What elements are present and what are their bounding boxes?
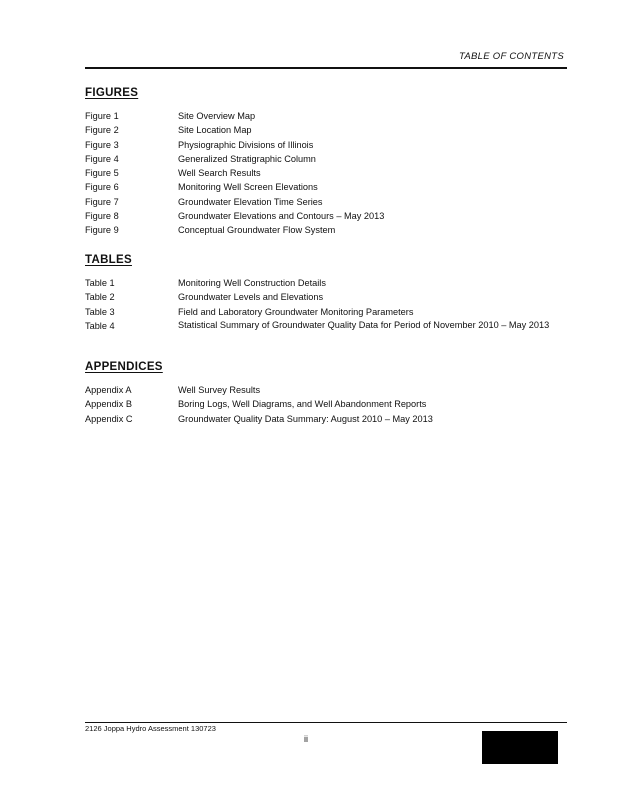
entry-title: Well Search Results [178, 168, 261, 179]
entry-label: Figure 5 [85, 168, 119, 179]
toc-entry[interactable] [85, 412, 555, 426]
toc-entry[interactable] [85, 319, 555, 333]
tables-heading: TABLES [85, 254, 132, 266]
entry-label: Figure 1 [85, 111, 119, 121]
entry-title: Conceptual Groundwater Flow System [178, 225, 336, 236]
entry-label: Appendix A [85, 385, 132, 395]
entry-label: Figure 4 [85, 153, 119, 164]
toc-entry[interactable] [85, 290, 555, 304]
entry-title: Site Location Map [178, 125, 252, 136]
entry-label: Figure 7 [85, 196, 119, 207]
footer-file-reference: 2126 Joppa Hydro Assessment 130723 [85, 724, 216, 733]
redaction-block [482, 731, 558, 764]
toc-entry[interactable] [85, 138, 555, 152]
entry-title: Groundwater Quality Data Summary: August 2010 – May 2013 [178, 413, 433, 424]
page-number: ii [304, 734, 308, 744]
footer-divider [85, 722, 567, 723]
entry-label: Figure 6 [85, 182, 119, 193]
entry-title: Generalized Stratigraphic Column [178, 153, 316, 164]
entry-title: Groundwater Levels and Elevations [178, 292, 324, 303]
toc-entry[interactable] [85, 383, 555, 397]
entry-label: Table 1 [85, 278, 115, 288]
toc-entry[interactable] [85, 223, 555, 237]
page-header-title: TABLE OF CONTENTS [458, 51, 564, 62]
toc-entry[interactable] [85, 195, 555, 209]
toc-entry[interactable] [85, 180, 555, 194]
tables-section [85, 254, 555, 333]
entry-label: Appendix C [85, 413, 133, 424]
entry-label: Table 4 [85, 320, 115, 331]
toc-entry[interactable] [85, 209, 555, 223]
entry-label: Appendix B [85, 399, 132, 410]
toc-entry[interactable] [85, 397, 555, 411]
toc-entry[interactable] [85, 276, 555, 290]
toc-entry[interactable] [85, 123, 555, 137]
entry-title: Physiographic Divisions of Illinois [178, 139, 314, 150]
entry-label: Figure 8 [85, 211, 119, 222]
entry-title: Statistical Summary of Groundwater Quality Data for Period of November 2010 – May 2013 [178, 319, 550, 330]
entry-title: Site Overview Map [178, 111, 256, 121]
toc-entry[interactable] [85, 152, 555, 166]
entry-title: Field and Laboratory Groundwater Monitoring Parameters [178, 306, 414, 317]
entry-label: Table 2 [85, 292, 115, 303]
header-divider [85, 67, 567, 69]
entry-title: Boring Logs, Well Diagrams, and Well Abandonment Reports [178, 399, 427, 410]
figures-heading: FIGURES [85, 87, 139, 99]
toc-entry[interactable] [85, 109, 555, 123]
appendices-heading: APPENDICES [85, 361, 163, 373]
entry-title: Well Survey Results [178, 385, 261, 395]
figures-section [85, 87, 555, 238]
entry-label: Figure 9 [85, 225, 119, 236]
entry-title: Groundwater Elevation Time Series [178, 196, 323, 207]
entry-label: Figure 2 [85, 125, 119, 136]
entry-label: Table 3 [85, 306, 115, 317]
entry-title: Monitoring Well Construction Details [178, 278, 326, 288]
entry-title: Monitoring Well Screen Elevations [178, 182, 318, 193]
entry-title: Groundwater Elevations and Contours – May 2013 [178, 211, 385, 222]
toc-entry[interactable] [85, 166, 555, 180]
toc-entry[interactable] [85, 305, 555, 319]
entry-label: Figure 3 [85, 139, 119, 150]
appendices-section [85, 361, 555, 426]
